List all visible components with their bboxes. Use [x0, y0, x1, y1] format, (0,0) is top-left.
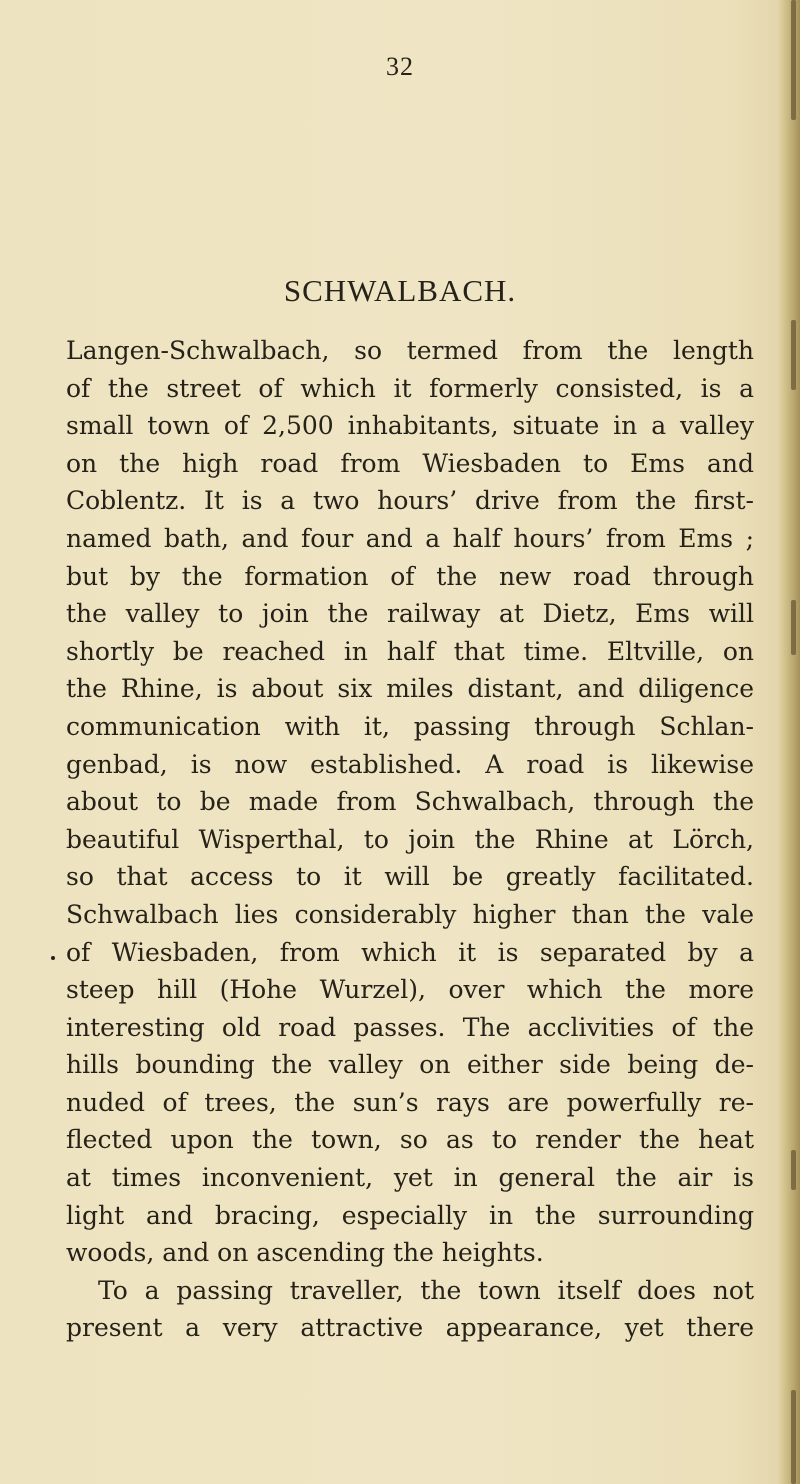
text-line: so that access to it will be greatly facilitated.: [66, 862, 754, 892]
text-line: steep hill (Hohe Wurzel), over which the more: [66, 975, 754, 1005]
text-line: on the high road from Wiesbaden to Ems and: [66, 448, 754, 478]
text-line: genbad, is now established. A road is likewise: [66, 749, 754, 779]
text-line: beautiful Wisperthal, to join the Rhine at Lörch,: [66, 824, 754, 854]
chapter-title: SCHWALBACH.: [283, 273, 517, 308]
text-line: at times inconvenient, yet in general the air is: [66, 1163, 754, 1193]
text-line: Coblentz. It is a two hours’ drive from the first-: [66, 486, 754, 516]
text-line: small town of 2,500 inhabitants, situate in a valley: [66, 411, 754, 441]
ink-speck: [51, 956, 55, 960]
text-line: flected upon the town, so as to render the heat: [66, 1125, 754, 1155]
binding-edge-mark: [791, 320, 796, 390]
binding-edge-mark: [791, 1150, 796, 1190]
text-line: hills bounding the valley on either side being de-: [66, 1050, 754, 1080]
page-number: 32: [386, 52, 414, 81]
text-line: interesting old road passes. The acclivities of the: [66, 1012, 754, 1042]
text-line: of the street of which it formerly consisted, is a: [66, 373, 754, 403]
text-line: the valley to join the railway at Dietz, Ems will: [66, 599, 754, 629]
text-line: but by the formation of the new road through: [66, 561, 754, 591]
body-paragraphs: [66, 332, 754, 1347]
text-line: about to be made from Schwalbach, through the: [66, 787, 754, 817]
binding-edge-mark: [791, 600, 796, 655]
text-line: Schwalbach lies considerably higher than the vale: [66, 899, 754, 929]
text-line: shortly be reached in half that time. Eltville, on: [66, 636, 754, 666]
text-line: present a very attractive appearance, yet there: [66, 1313, 754, 1343]
text-line: To a passing traveller, the town itself does not: [98, 1275, 754, 1305]
text-line: the Rhine, is about six miles distant, and diligence: [66, 674, 754, 704]
text-line: light and bracing, especially in the surrounding: [66, 1200, 754, 1230]
text-line: named bath, and four and a half hours’ from Ems ;: [66, 523, 754, 553]
text-line: of Wiesbaden, from which it is separated by a: [66, 937, 754, 967]
page-edge-shadow: [778, 0, 800, 1484]
text-line: nuded of trees, the sun’s rays are powerfully re-: [66, 1087, 754, 1117]
text-line: Langen-Schwalbach, so termed from the length: [66, 336, 754, 365]
binding-edge-mark: [791, 1390, 796, 1484]
text-line: woods, and on ascending the heights.: [66, 1238, 544, 1268]
text-line: communication with it, passing through Schlan-: [66, 711, 754, 741]
